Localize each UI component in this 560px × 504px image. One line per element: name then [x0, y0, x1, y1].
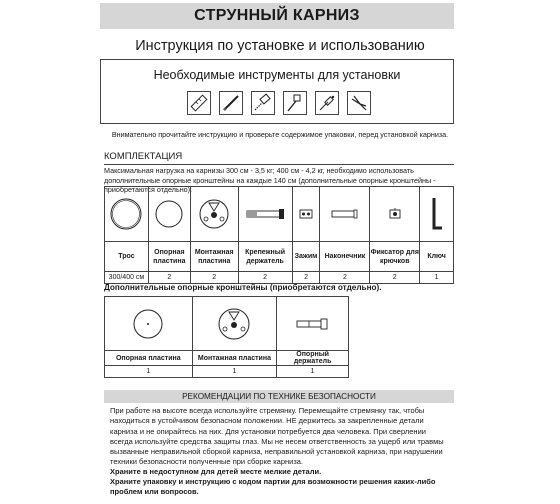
- item-qty: 2: [238, 272, 292, 284]
- item-qty: 300/400 см: [105, 272, 149, 284]
- tools-section: [100, 59, 454, 124]
- kit-divider: [104, 164, 454, 165]
- item-qty: 1: [277, 366, 349, 378]
- optional-table: [104, 296, 349, 378]
- mounting-plate-image: [190, 187, 238, 242]
- safety-heading: РЕКОМЕНДАЦИИ ПО ТЕХНИКЕ БЕЗОПАСНОСТИ: [104, 390, 454, 403]
- level-icon: [283, 91, 307, 115]
- kit-heading: КОМПЛЕКТАЦИЯ: [104, 151, 183, 162]
- table-row: [105, 297, 349, 351]
- item-name: Зажим: [292, 242, 320, 272]
- item-name: Опорная пластина: [105, 351, 193, 366]
- screwdriver-icon: [315, 91, 339, 115]
- kit-description: Максимальная нагрузка на карнизы 300 см - 3,5 кг; 400 см - 4,2 кг, необходимо использовать дополнительные опорные кронштейны на каждые 140 см (дополнительные опорные кронштейны - приобретаются отдельно).: [104, 166, 436, 194]
- item-qty: 2: [320, 272, 370, 284]
- end-cap-image: [320, 187, 370, 242]
- item-name: Ключ: [420, 242, 454, 272]
- hex-key-image: [420, 187, 454, 242]
- item-qty: 1: [192, 366, 277, 378]
- item-qty: 2: [190, 272, 238, 284]
- pencil-icon: [219, 91, 243, 115]
- cable-image: [105, 187, 149, 242]
- item-qty: 2: [370, 272, 420, 284]
- document-subtitle: Инструкция по установке и использованию: [135, 38, 425, 54]
- item-name: Трос: [105, 242, 149, 272]
- drill-icon: [251, 91, 275, 115]
- title-banner: [100, 3, 454, 29]
- support-holder-image: [277, 297, 349, 351]
- item-name: Опорный держатель: [277, 351, 349, 366]
- support-plate-image: [105, 297, 193, 351]
- table-row: [105, 366, 349, 378]
- item-qty: 1: [420, 272, 454, 284]
- optional-heading: Дополнительные опорные кронштейны (приобретаются отдельно).: [104, 283, 382, 292]
- item-qty: 2: [292, 272, 320, 284]
- item-qty: 2: [148, 272, 190, 284]
- fastener-holder-image: [238, 187, 292, 242]
- table-row: [105, 351, 349, 366]
- tools-heading: Необходимые инструменты для установки: [153, 68, 401, 82]
- item-name: Монтажная пластина: [192, 351, 277, 366]
- clamp-image: [292, 187, 320, 242]
- item-name: Опорная пластина: [148, 242, 190, 272]
- item-name: Монтажная пластина: [190, 242, 238, 272]
- table-row: [105, 272, 454, 284]
- item-name: Наконечник: [320, 242, 370, 272]
- mounting-plate-image: [192, 297, 277, 351]
- safety-warning-packaging: Храните упаковку и инструкцию с кодом партии для возможности решения каких-либо проблем или вопросов.: [110, 477, 436, 497]
- item-qty: 1: [105, 366, 193, 378]
- safety-warning-children: Храните в недоступном для детей месте мелкие детали.: [110, 467, 322, 476]
- hook-stopper-image: [370, 187, 420, 242]
- support-plate-image: [148, 187, 190, 242]
- safety-text: При работе на высоте всегда используйте стремянку. Перемещайте стремянку так, чтобы находиться в устойчивом безопасном положении. НЕ держитесь за закрепленные детали карниза и не опирайтесь на них. Для установки потребуется два человека. При сверлении всегда используйте средства защиты глаз. Мы не несем ответственность за ущерб или травмы вызванные неправильной сборкой карниза, неправильной установкой карниза, при нарушении техники безопасности полученные при сборке карниза.: [110, 406, 444, 467]
- kit-table: [104, 186, 454, 284]
- table-row: [105, 242, 454, 272]
- document-title: СТРУННЫЙ КАРНИЗ: [194, 7, 360, 24]
- item-name: Фиксатор для крючков: [370, 242, 420, 272]
- inspection-notice: Внимательно прочитайте инструкцию и проверьте содержимое упаковки, перед установкой карниза.: [111, 130, 449, 139]
- pliers-icon: [347, 91, 371, 115]
- tools-row: [187, 91, 371, 115]
- table-row: [105, 187, 454, 242]
- ruler-icon: [187, 91, 211, 115]
- item-name: Крепежный держатель: [238, 242, 292, 272]
